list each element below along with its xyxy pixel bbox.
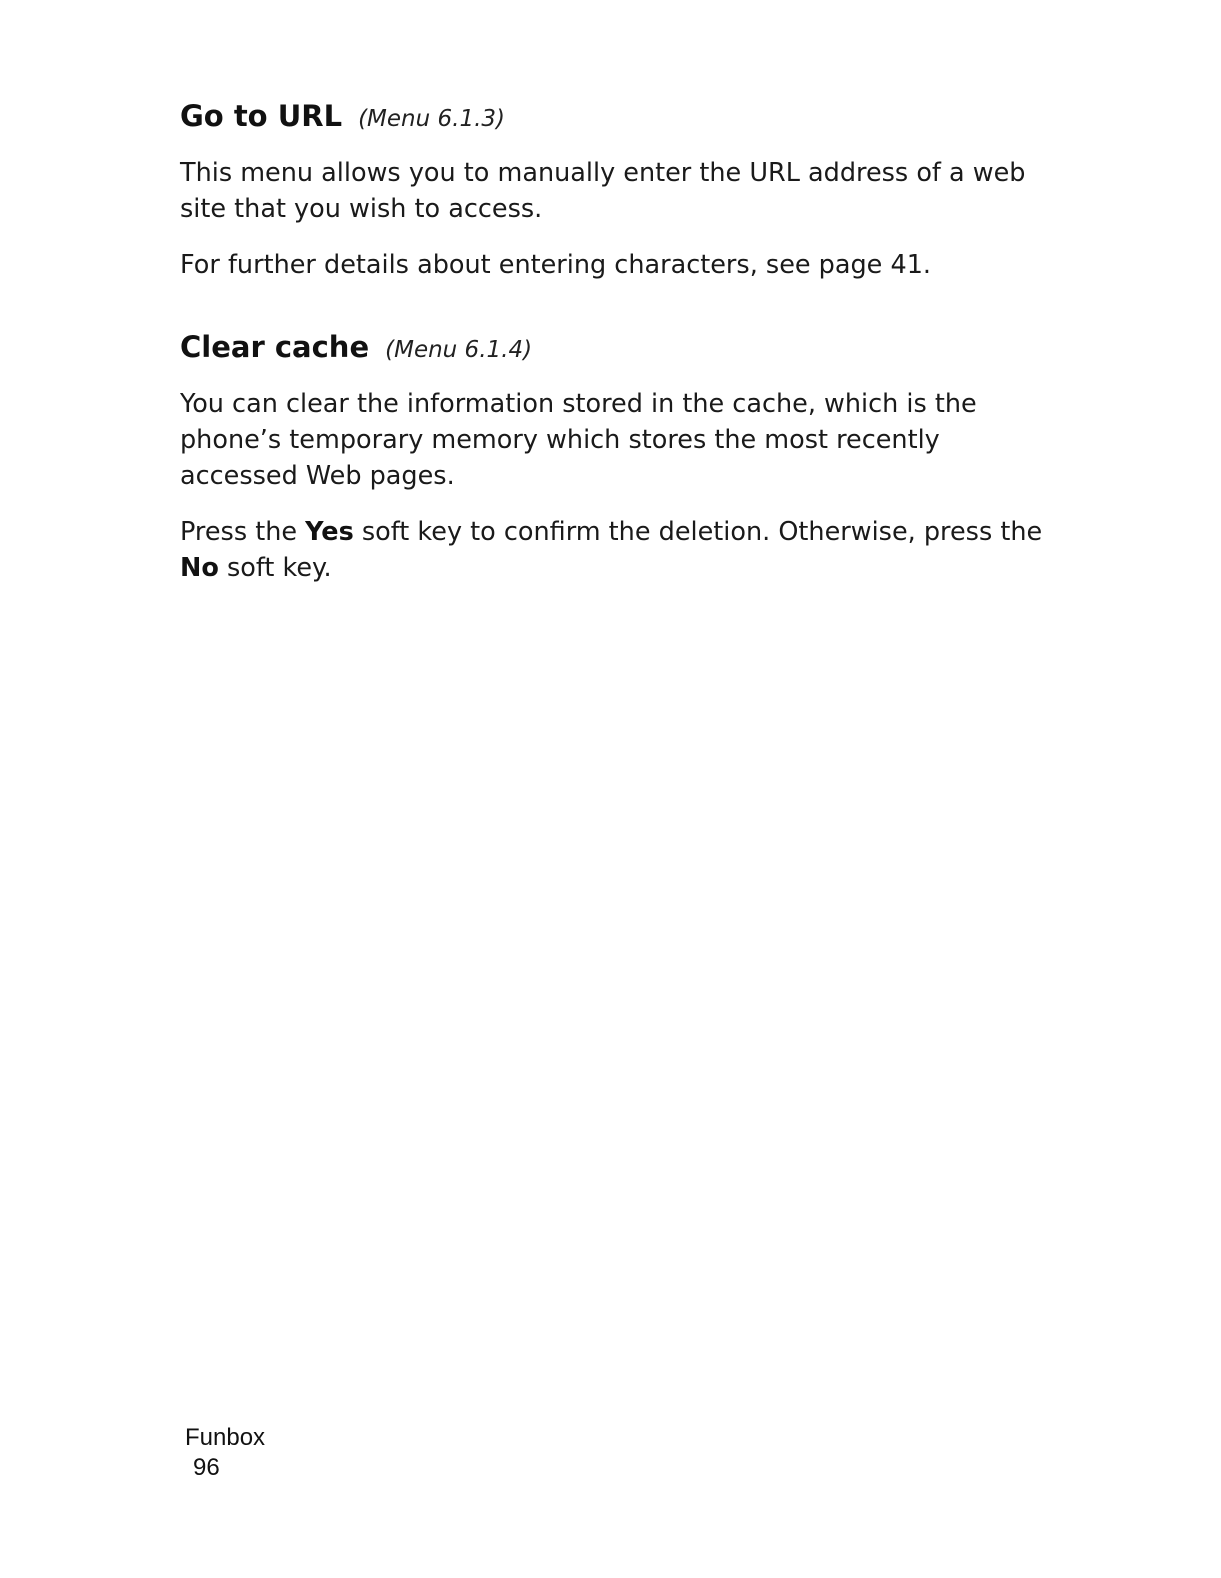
page-number: 96	[193, 1454, 220, 1481]
confirm-instructions	[180, 514, 1060, 586]
menu-reference: (Menu 6.1.4)	[385, 337, 533, 363]
section-heading-go-to-url	[180, 94, 1060, 141]
text-run: soft key.	[218, 553, 332, 583]
text-run: Press the	[180, 517, 306, 547]
section-title: Clear cache	[180, 330, 370, 364]
paragraph: For further details about entering characters, see page 41.	[180, 250, 932, 280]
paragraph: You can clear the information stored in the cache, which is the phone’s temporary memory which stores the most recently accessed Web pages.	[180, 389, 977, 491]
menu-reference: (Menu 6.1.3)	[358, 106, 506, 132]
yes-key-label: Yes	[305, 517, 354, 547]
section-title: Go to URL	[180, 99, 343, 133]
paragraph: This menu allows you to manually enter the URL address of a web site that you wish to access.	[180, 158, 1026, 224]
footer-section-name: Funbox	[185, 1424, 266, 1451]
page-footer	[185, 1423, 265, 1483]
no-key-label: No	[180, 553, 219, 583]
page-content	[180, 94, 1060, 586]
text-run: soft key to confirm the deletion. Otherwise, press the	[353, 517, 1043, 547]
section-heading-clear-cache	[180, 325, 1060, 372]
